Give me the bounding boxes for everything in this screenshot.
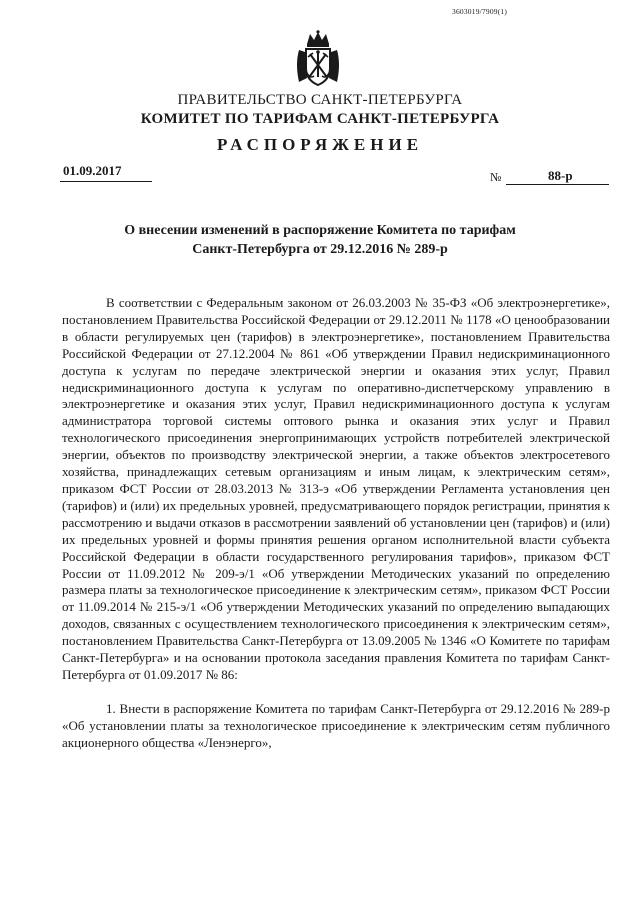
title-line: О внесении изменений в распоряжение Комитета по тарифам [124, 223, 516, 238]
date-underline [60, 181, 152, 182]
document-title [0, 221, 640, 259]
saint-petersburg-coat-of-arms-icon [293, 30, 343, 88]
document-code: 3603019/7909(1) [452, 7, 508, 16]
committee-name: КОМИТЕТ ПО ТАРИФАМ САНКТ-ПЕТЕРБУРГА [140, 111, 500, 127]
document-type: РАСПОРЯЖЕНИЕ [216, 135, 424, 154]
document-body [62, 295, 610, 752]
number-label: № [490, 170, 502, 184]
preamble-paragraph: В соответствии с Федеральным законом от 26.03.2003 № 35-ФЗ «Об электроэнергетике», постановлением Правительства Российской Федерации от 29.12.2011 № 1178 «О ценообразовании в области регулируемых цен (тарифов) в электроэнергетике», постановлением Правительства Российской Федерации от 27.12.2004 № 861 «Об утверждении Правил недискриминационного доступа к услугам по передаче электрической энергии и оказания этих услуг, Правил недискриминационного доступа к услугам по оперативно-диспетчерскому управлению в электроэнергетике и оказания этих услуг, Правил недискриминационного доступа к услугам администратора торговой системы оптового рынка и оказания этих услуг и Правил технологического присоединения энергопринимающих устройств потребителей электрической энергии, объектов по производству электрической энергии, а также объектов электросетевого хозяйства, принадлежащих сетевым организациям и иным лицам, к электрическим сетям», приказом ФСТ России от 28.03.2013 № 313-э «Об утверждении Регламента установления цен (тарифов) и (или) их предельных уровней, предусматривающего порядок регистрации, принятия к рассмотрению и выдачи отказов в рассмотрении заявлений об установлении цен (тарифов) и (или) их предельных уровней и формы принятия решения органом исполнительной власти субъекта Российской Федерации в области государственного регулирования тарифов», приказом ФСТ России от 11.09.2012 № 209-э/1 «Об утверждении Методических указаний по определению размера платы за технологическое присоединение к электрическим сетям», приказом ФСТ России от 11.09.2014 № 215-э/1 «Об утверждении Методических указаний по определению выпадающих доходов, связанных с осуществлением технологического присоединения к электрическим сетям», постановлением Правительства Санкт-Петербурга от 13.09.2005 № 1346 «О Комитете по тарифам Санкт-Петербурга» и на основании протокола заседания правления Комитета по тарифам Санкт-Петербурга от 01.09.2017 № 86: [62, 295, 610, 682]
title-line: Санкт-Петербурга от 29.12.2016 № 289-р [192, 242, 448, 257]
government-name: ПРАВИТЕЛЬСТВО САНКТ-ПЕТЕРБУРГА [177, 92, 463, 108]
document-date: 01.09.2017 [63, 163, 122, 178]
clause-paragraph: 1. Внести в распоряжение Комитета по тарифам Санкт-Петербурга от 29.12.2016 № 289-р «Об установлении платы за технологическое присоединение к электрическим сетям публичного акционерного общества «Ленэнерго», [62, 700, 610, 750]
number-underline [506, 184, 609, 185]
document-number: 88-р [548, 168, 573, 183]
